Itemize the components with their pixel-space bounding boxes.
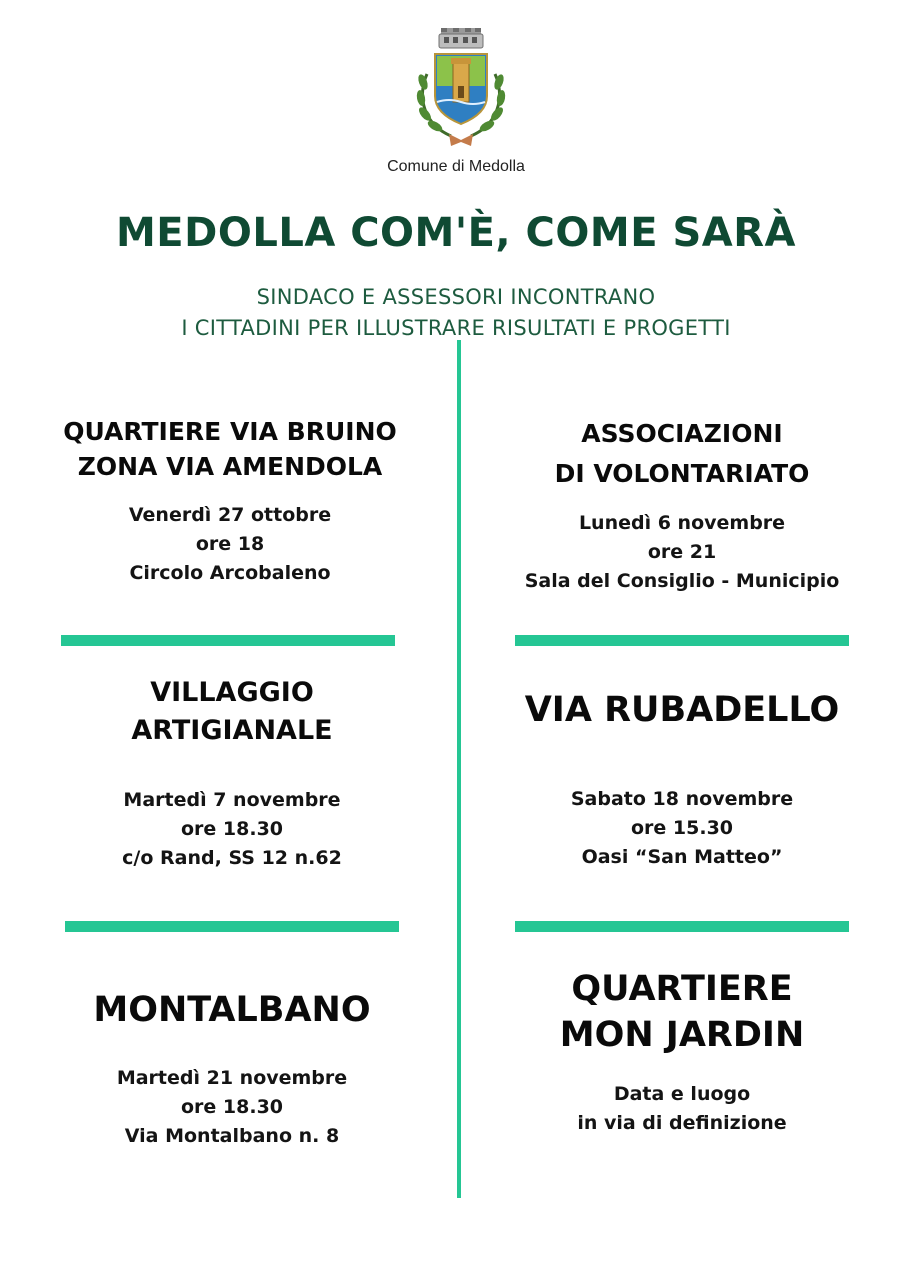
event-location: c/o Rand, SS 12 n.62 <box>122 847 342 869</box>
event-time: ore 21 <box>647 541 717 563</box>
event-note: Data e luogo <box>613 1083 751 1105</box>
event-heading <box>10 414 450 484</box>
event-card <box>462 966 902 1138</box>
event-details <box>10 1064 454 1151</box>
event-heading <box>462 966 902 1058</box>
event-location: Via Montalbano n. 8 <box>124 1125 340 1147</box>
event-card <box>10 988 454 1151</box>
comune-name: Comune di Medolla <box>387 158 525 175</box>
event-heading-line: ASSOCIAZIONI <box>581 419 783 448</box>
event-details <box>462 1080 902 1138</box>
event-heading-line: ZONA VIA AMENDOLA <box>77 452 383 481</box>
event-details <box>462 785 902 872</box>
horizontal-divider <box>515 635 849 646</box>
event-heading-line: MON JARDIN <box>559 1015 805 1055</box>
event-date: Venerdì 27 ottobre <box>128 504 332 526</box>
event-heading-line: QUARTIERE <box>571 969 793 1009</box>
event-card <box>10 674 454 873</box>
subtitle-line: I CITTADINI PER ILLUSTRARE RISULTATI E PROGETTI <box>181 316 731 340</box>
event-location: Circolo Arcobaleno <box>129 562 331 584</box>
event-date: Martedì 21 novembre <box>116 1067 348 1089</box>
poster-subtitle <box>0 282 912 344</box>
event-time: ore 18 <box>195 533 265 555</box>
event-heading-line: MONTALBANO <box>93 990 371 1030</box>
event-heading <box>462 414 902 494</box>
horizontal-divider <box>515 921 849 932</box>
event-heading <box>10 988 454 1032</box>
event-heading-line: ARTIGIANALE <box>131 715 333 746</box>
event-heading <box>10 674 454 750</box>
subtitle-line: SINDACO E ASSESSORI INCONTRANO <box>256 285 656 309</box>
event-heading-line: DI VOLONTARIATO <box>554 459 810 488</box>
event-heading-line: QUARTIERE VIA BRUINO <box>63 417 397 446</box>
vertical-divider <box>457 340 461 1198</box>
event-heading-line: VILLAGGIO <box>150 677 314 708</box>
event-time: ore 15.30 <box>630 817 734 839</box>
event-location: Oasi “San Matteo” <box>581 846 783 868</box>
event-date: Martedì 7 novembre <box>123 789 341 811</box>
event-date: Lunedì 6 novembre <box>578 512 786 534</box>
event-card <box>462 688 902 872</box>
event-note: in via di definizione <box>577 1112 787 1134</box>
event-date: Sabato 18 novembre <box>570 788 794 810</box>
event-details <box>462 509 902 596</box>
poster-title: MEDOLLA COM'È, COME SARÀ <box>116 210 796 256</box>
event-heading <box>462 688 902 732</box>
event-heading-line: VIA RUBADELLO <box>524 690 840 730</box>
event-details <box>10 501 450 588</box>
event-time: ore 18.30 <box>180 818 284 840</box>
event-card <box>462 414 902 596</box>
event-location: Sala del Consiglio - Municipio <box>524 570 840 592</box>
event-details <box>10 786 454 873</box>
horizontal-divider <box>61 635 395 646</box>
horizontal-divider <box>65 921 399 932</box>
event-card <box>10 414 450 588</box>
event-time: ore 18.30 <box>180 1096 284 1118</box>
comune-crest-icon <box>411 26 511 150</box>
